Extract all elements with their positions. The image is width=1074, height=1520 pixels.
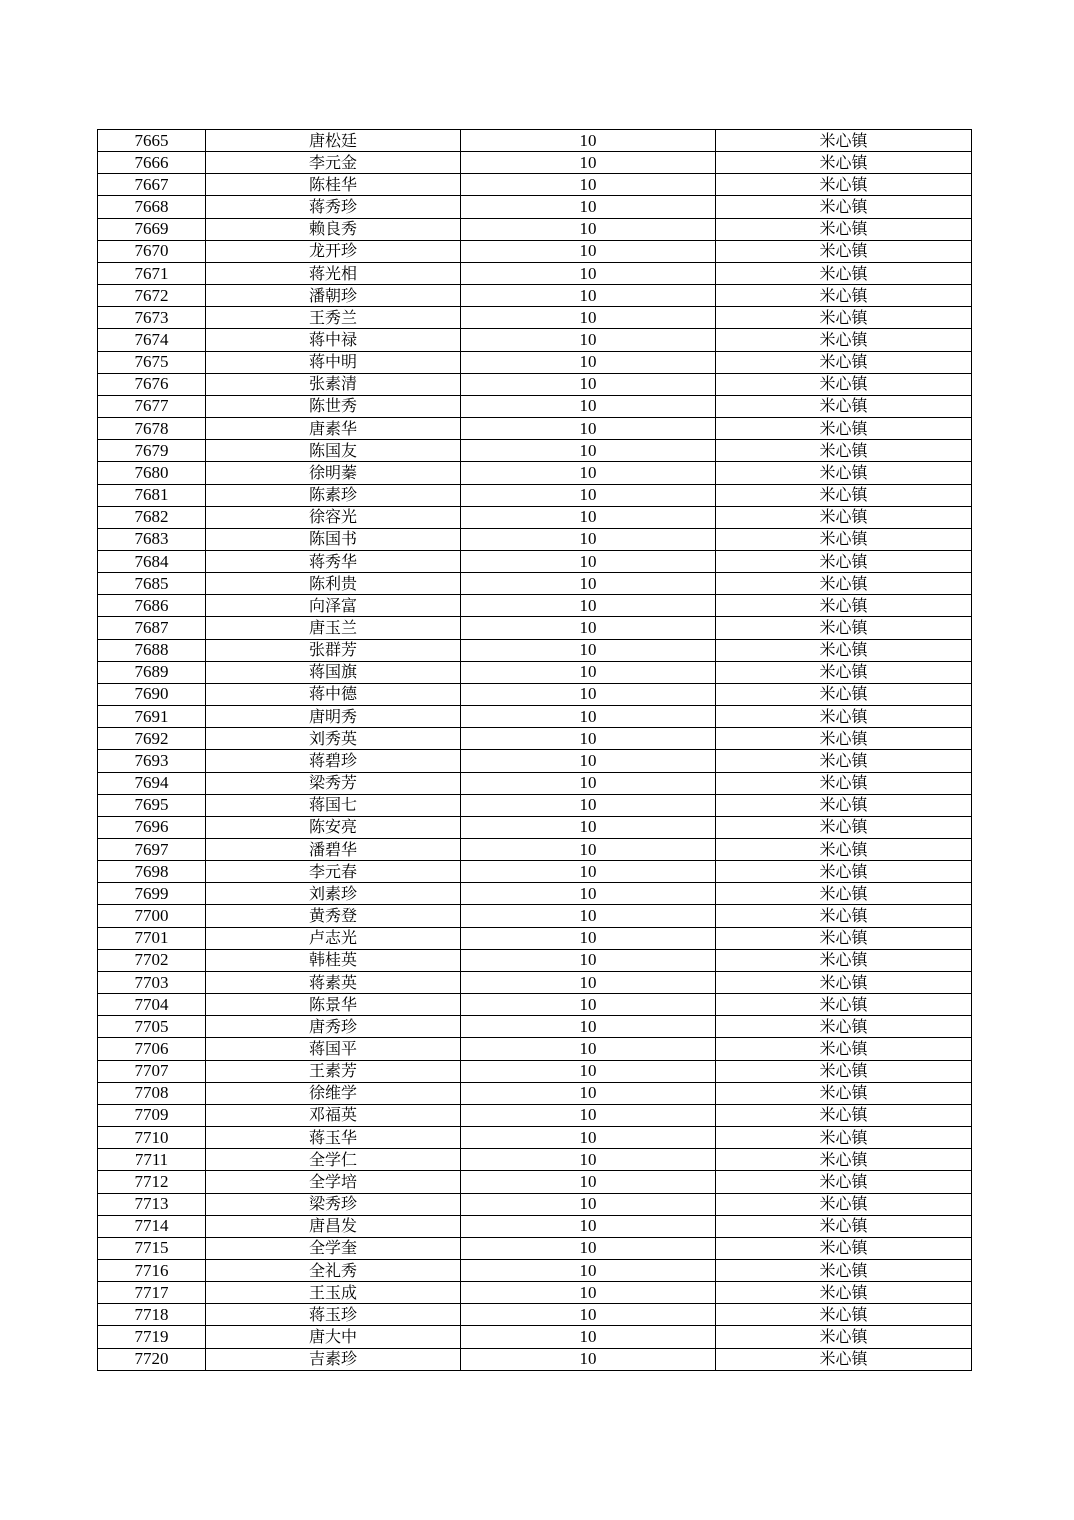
row-number-cell: 7680: [98, 462, 206, 484]
table-row: [98, 639, 972, 661]
amount-cell: 10: [461, 130, 716, 152]
table-row: [98, 196, 972, 218]
row-number-cell: 7710: [98, 1127, 206, 1149]
row-number-cell: 7711: [98, 1149, 206, 1171]
town-cell: 米心镇: [716, 1193, 972, 1215]
name-cell: 陈国书: [206, 528, 461, 550]
amount-cell: 10: [461, 1038, 716, 1060]
name-cell: 陈世秀: [206, 395, 461, 417]
town-cell: 米心镇: [716, 1348, 972, 1370]
amount-cell: 10: [461, 550, 716, 572]
table-row: [98, 1237, 972, 1259]
table-row: [98, 816, 972, 838]
town-cell: 米心镇: [716, 373, 972, 395]
town-cell: 米心镇: [716, 351, 972, 373]
name-cell: 潘碧华: [206, 839, 461, 861]
amount-cell: 10: [461, 1259, 716, 1281]
table-row: [98, 1193, 972, 1215]
row-number-cell: 7673: [98, 307, 206, 329]
amount-cell: 10: [461, 1127, 716, 1149]
row-number-cell: 7672: [98, 285, 206, 307]
name-cell: 蒋玉珍: [206, 1304, 461, 1326]
name-cell: 蒋国七: [206, 794, 461, 816]
name-cell: 唐秀珍: [206, 1016, 461, 1038]
amount-cell: 10: [461, 1215, 716, 1237]
amount-cell: 10: [461, 1193, 716, 1215]
row-number-cell: 7675: [98, 351, 206, 373]
amount-cell: 10: [461, 794, 716, 816]
table-row: [98, 1215, 972, 1237]
table-row: [98, 683, 972, 705]
row-number-cell: 7678: [98, 418, 206, 440]
table-row: [98, 1259, 972, 1281]
table-row: [98, 395, 972, 417]
town-cell: 米心镇: [716, 794, 972, 816]
table-row: [98, 1171, 972, 1193]
row-number-cell: 7713: [98, 1193, 206, 1215]
amount-cell: 10: [461, 418, 716, 440]
name-cell: 张群芳: [206, 639, 461, 661]
table-row: [98, 373, 972, 395]
name-cell: 唐明秀: [206, 706, 461, 728]
table-row: [98, 1282, 972, 1304]
town-cell: 米心镇: [716, 949, 972, 971]
table-row: [98, 440, 972, 462]
town-cell: 米心镇: [716, 262, 972, 284]
amount-cell: 10: [461, 174, 716, 196]
amount-cell: 10: [461, 1237, 716, 1259]
row-number-cell: 7699: [98, 883, 206, 905]
town-cell: 米心镇: [716, 196, 972, 218]
table-row: [98, 927, 972, 949]
table-row: [98, 595, 972, 617]
name-cell: 向泽富: [206, 595, 461, 617]
amount-cell: 10: [461, 971, 716, 993]
table-row: [98, 528, 972, 550]
row-number-cell: 7694: [98, 772, 206, 794]
table-row: [98, 839, 972, 861]
table-row: [98, 794, 972, 816]
name-cell: 徐容光: [206, 506, 461, 528]
row-number-cell: 7717: [98, 1282, 206, 1304]
town-cell: 米心镇: [716, 617, 972, 639]
amount-cell: 10: [461, 750, 716, 772]
name-cell: 蒋中德: [206, 683, 461, 705]
row-number-cell: 7692: [98, 728, 206, 750]
town-cell: 米心镇: [716, 1016, 972, 1038]
name-cell: 陈国友: [206, 440, 461, 462]
table-row: [98, 971, 972, 993]
amount-cell: 10: [461, 728, 716, 750]
town-cell: 米心镇: [716, 528, 972, 550]
amount-cell: 10: [461, 816, 716, 838]
amount-cell: 10: [461, 351, 716, 373]
row-number-cell: 7703: [98, 971, 206, 993]
town-cell: 米心镇: [716, 484, 972, 506]
town-cell: 米心镇: [716, 130, 972, 152]
amount-cell: 10: [461, 639, 716, 661]
town-cell: 米心镇: [716, 728, 972, 750]
town-cell: 米心镇: [716, 1326, 972, 1348]
row-number-cell: 7679: [98, 440, 206, 462]
amount-cell: 10: [461, 839, 716, 861]
town-cell: 米心镇: [716, 661, 972, 683]
row-number-cell: 7709: [98, 1104, 206, 1126]
town-cell: 米心镇: [716, 285, 972, 307]
amount-cell: 10: [461, 883, 716, 905]
name-cell: 唐大中: [206, 1326, 461, 1348]
row-number-cell: 7718: [98, 1304, 206, 1326]
row-number-cell: 7691: [98, 706, 206, 728]
amount-cell: 10: [461, 683, 716, 705]
table-row: [98, 351, 972, 373]
name-cell: 蒋秀华: [206, 550, 461, 572]
amount-cell: 10: [461, 1171, 716, 1193]
row-number-cell: 7676: [98, 373, 206, 395]
row-number-cell: 7716: [98, 1259, 206, 1281]
name-cell: 蒋秀珍: [206, 196, 461, 218]
row-number-cell: 7668: [98, 196, 206, 218]
name-cell: 邓福英: [206, 1104, 461, 1126]
amount-cell: 10: [461, 1282, 716, 1304]
town-cell: 米心镇: [716, 595, 972, 617]
row-number-cell: 7681: [98, 484, 206, 506]
town-cell: 米心镇: [716, 683, 972, 705]
town-cell: 米心镇: [716, 506, 972, 528]
row-number-cell: 7704: [98, 994, 206, 1016]
town-cell: 米心镇: [716, 1060, 972, 1082]
table-row: [98, 418, 972, 440]
amount-cell: 10: [461, 861, 716, 883]
table-row: [98, 307, 972, 329]
amount-cell: 10: [461, 905, 716, 927]
table-row: [98, 1127, 972, 1149]
table-row: [98, 130, 972, 152]
town-cell: 米心镇: [716, 1104, 972, 1126]
name-cell: 蒋中明: [206, 351, 461, 373]
amount-cell: 10: [461, 196, 716, 218]
row-number-cell: 7690: [98, 683, 206, 705]
row-number-cell: 7720: [98, 1348, 206, 1370]
town-cell: 米心镇: [716, 550, 972, 572]
name-cell: 韩桂英: [206, 949, 461, 971]
name-cell: 赖良秀: [206, 218, 461, 240]
name-cell: 王秀兰: [206, 307, 461, 329]
amount-cell: 10: [461, 262, 716, 284]
town-cell: 米心镇: [716, 440, 972, 462]
name-cell: 唐昌发: [206, 1215, 461, 1237]
amount-cell: 10: [461, 528, 716, 550]
name-cell: 全学培: [206, 1171, 461, 1193]
table-row: [98, 728, 972, 750]
name-cell: 陈利贵: [206, 573, 461, 595]
town-cell: 米心镇: [716, 883, 972, 905]
name-cell: 全学奎: [206, 1237, 461, 1259]
name-cell: 李元春: [206, 861, 461, 883]
amount-cell: 10: [461, 1104, 716, 1126]
name-cell: 全学仁: [206, 1149, 461, 1171]
table-row: [98, 573, 972, 595]
amount-cell: 10: [461, 240, 716, 262]
row-number-cell: 7677: [98, 395, 206, 417]
amount-cell: 10: [461, 285, 716, 307]
row-number-cell: 7705: [98, 1016, 206, 1038]
table-row: [98, 1082, 972, 1104]
name-cell: 潘朝珍: [206, 285, 461, 307]
table-row: [98, 285, 972, 307]
amount-cell: 10: [461, 506, 716, 528]
name-cell: 徐明蓁: [206, 462, 461, 484]
town-cell: 米心镇: [716, 218, 972, 240]
table-row: [98, 1326, 972, 1348]
town-cell: 米心镇: [716, 307, 972, 329]
town-cell: 米心镇: [716, 174, 972, 196]
name-cell: 蒋国旗: [206, 661, 461, 683]
town-cell: 米心镇: [716, 1282, 972, 1304]
name-cell: 梁秀珍: [206, 1193, 461, 1215]
town-cell: 米心镇: [716, 418, 972, 440]
amount-cell: 10: [461, 1348, 716, 1370]
row-number-cell: 7674: [98, 329, 206, 351]
table-row: [98, 1060, 972, 1082]
name-cell: 张素清: [206, 373, 461, 395]
table-row: [98, 506, 972, 528]
town-cell: 米心镇: [716, 706, 972, 728]
amount-cell: 10: [461, 772, 716, 794]
amount-cell: 10: [461, 1082, 716, 1104]
name-cell: 陈景华: [206, 994, 461, 1016]
name-cell: 蒋素英: [206, 971, 461, 993]
name-cell: 刘秀英: [206, 728, 461, 750]
table-row: [98, 262, 972, 284]
town-cell: 米心镇: [716, 839, 972, 861]
name-cell: 陈桂华: [206, 174, 461, 196]
name-cell: 蒋国平: [206, 1038, 461, 1060]
amount-cell: 10: [461, 440, 716, 462]
amount-cell: 10: [461, 617, 716, 639]
town-cell: 米心镇: [716, 905, 972, 927]
table-row: [98, 462, 972, 484]
row-number-cell: 7700: [98, 905, 206, 927]
amount-cell: 10: [461, 706, 716, 728]
table-row: [98, 861, 972, 883]
town-cell: 米心镇: [716, 994, 972, 1016]
town-cell: 米心镇: [716, 1215, 972, 1237]
town-cell: 米心镇: [716, 1082, 972, 1104]
town-cell: 米心镇: [716, 816, 972, 838]
table-row: [98, 550, 972, 572]
town-cell: 米心镇: [716, 1259, 972, 1281]
name-cell: 李元金: [206, 152, 461, 174]
town-cell: 米心镇: [716, 927, 972, 949]
row-number-cell: 7666: [98, 152, 206, 174]
row-number-cell: 7707: [98, 1060, 206, 1082]
amount-cell: 10: [461, 1060, 716, 1082]
town-cell: 米心镇: [716, 395, 972, 417]
row-number-cell: 7667: [98, 174, 206, 196]
town-cell: 米心镇: [716, 1171, 972, 1193]
town-cell: 米心镇: [716, 772, 972, 794]
amount-cell: 10: [461, 573, 716, 595]
town-cell: 米心镇: [716, 1127, 972, 1149]
row-number-cell: 7686: [98, 595, 206, 617]
amount-cell: 10: [461, 661, 716, 683]
town-cell: 米心镇: [716, 152, 972, 174]
name-cell: 王玉成: [206, 1282, 461, 1304]
row-number-cell: 7665: [98, 130, 206, 152]
town-cell: 米心镇: [716, 861, 972, 883]
data-table: [97, 129, 972, 1371]
amount-cell: 10: [461, 395, 716, 417]
name-cell: 卢志光: [206, 927, 461, 949]
town-cell: 米心镇: [716, 1038, 972, 1060]
amount-cell: 10: [461, 484, 716, 506]
name-cell: 蒋光相: [206, 262, 461, 284]
amount-cell: 10: [461, 152, 716, 174]
table-row: [98, 174, 972, 196]
row-number-cell: 7670: [98, 240, 206, 262]
row-number-cell: 7697: [98, 839, 206, 861]
row-number-cell: 7685: [98, 573, 206, 595]
name-cell: 唐素华: [206, 418, 461, 440]
row-number-cell: 7714: [98, 1215, 206, 1237]
name-cell: 吉素珍: [206, 1348, 461, 1370]
table-row: [98, 484, 972, 506]
row-number-cell: 7701: [98, 927, 206, 949]
row-number-cell: 7683: [98, 528, 206, 550]
row-number-cell: 7693: [98, 750, 206, 772]
amount-cell: 10: [461, 462, 716, 484]
town-cell: 米心镇: [716, 639, 972, 661]
name-cell: 蒋中禄: [206, 329, 461, 351]
amount-cell: 10: [461, 373, 716, 395]
table-row: [98, 1304, 972, 1326]
table-row: [98, 1149, 972, 1171]
town-cell: 米心镇: [716, 750, 972, 772]
table-row: [98, 905, 972, 927]
row-number-cell: 7687: [98, 617, 206, 639]
name-cell: 唐松廷: [206, 130, 461, 152]
amount-cell: 10: [461, 927, 716, 949]
amount-cell: 10: [461, 595, 716, 617]
row-number-cell: 7719: [98, 1326, 206, 1348]
amount-cell: 10: [461, 949, 716, 971]
row-number-cell: 7671: [98, 262, 206, 284]
table-body: [98, 130, 972, 1371]
town-cell: 米心镇: [716, 462, 972, 484]
name-cell: 全礼秀: [206, 1259, 461, 1281]
table-row: [98, 1104, 972, 1126]
row-number-cell: 7696: [98, 816, 206, 838]
name-cell: 徐维学: [206, 1082, 461, 1104]
amount-cell: 10: [461, 307, 716, 329]
name-cell: 龙开珍: [206, 240, 461, 262]
town-cell: 米心镇: [716, 1149, 972, 1171]
amount-cell: 10: [461, 1304, 716, 1326]
table-row: [98, 772, 972, 794]
town-cell: 米心镇: [716, 971, 972, 993]
table-row: [98, 706, 972, 728]
amount-cell: 10: [461, 329, 716, 351]
table-row: [98, 661, 972, 683]
amount-cell: 10: [461, 218, 716, 240]
table-row: [98, 218, 972, 240]
amount-cell: 10: [461, 1016, 716, 1038]
row-number-cell: 7684: [98, 550, 206, 572]
town-cell: 米心镇: [716, 573, 972, 595]
table-row: [98, 949, 972, 971]
table-row: [98, 329, 972, 351]
name-cell: 陈安亮: [206, 816, 461, 838]
name-cell: 王素芳: [206, 1060, 461, 1082]
name-cell: 蒋玉华: [206, 1127, 461, 1149]
table-row: [98, 994, 972, 1016]
table-row: [98, 883, 972, 905]
row-number-cell: 7689: [98, 661, 206, 683]
name-cell: 陈素珍: [206, 484, 461, 506]
row-number-cell: 7682: [98, 506, 206, 528]
row-number-cell: 7695: [98, 794, 206, 816]
table-row: [98, 1016, 972, 1038]
name-cell: 梁秀芳: [206, 772, 461, 794]
row-number-cell: 7715: [98, 1237, 206, 1259]
table-row: [98, 617, 972, 639]
row-number-cell: 7702: [98, 949, 206, 971]
table-row: [98, 750, 972, 772]
row-number-cell: 7712: [98, 1171, 206, 1193]
table-row: [98, 1348, 972, 1370]
row-number-cell: 7708: [98, 1082, 206, 1104]
name-cell: 刘素珍: [206, 883, 461, 905]
town-cell: 米心镇: [716, 329, 972, 351]
name-cell: 黄秀登: [206, 905, 461, 927]
name-cell: 蒋碧珍: [206, 750, 461, 772]
amount-cell: 10: [461, 994, 716, 1016]
name-cell: 唐玉兰: [206, 617, 461, 639]
table-row: [98, 152, 972, 174]
town-cell: 米心镇: [716, 240, 972, 262]
row-number-cell: 7669: [98, 218, 206, 240]
row-number-cell: 7706: [98, 1038, 206, 1060]
row-number-cell: 7698: [98, 861, 206, 883]
table-row: [98, 240, 972, 262]
table-row: [98, 1038, 972, 1060]
amount-cell: 10: [461, 1149, 716, 1171]
row-number-cell: 7688: [98, 639, 206, 661]
town-cell: 米心镇: [716, 1304, 972, 1326]
amount-cell: 10: [461, 1326, 716, 1348]
town-cell: 米心镇: [716, 1237, 972, 1259]
